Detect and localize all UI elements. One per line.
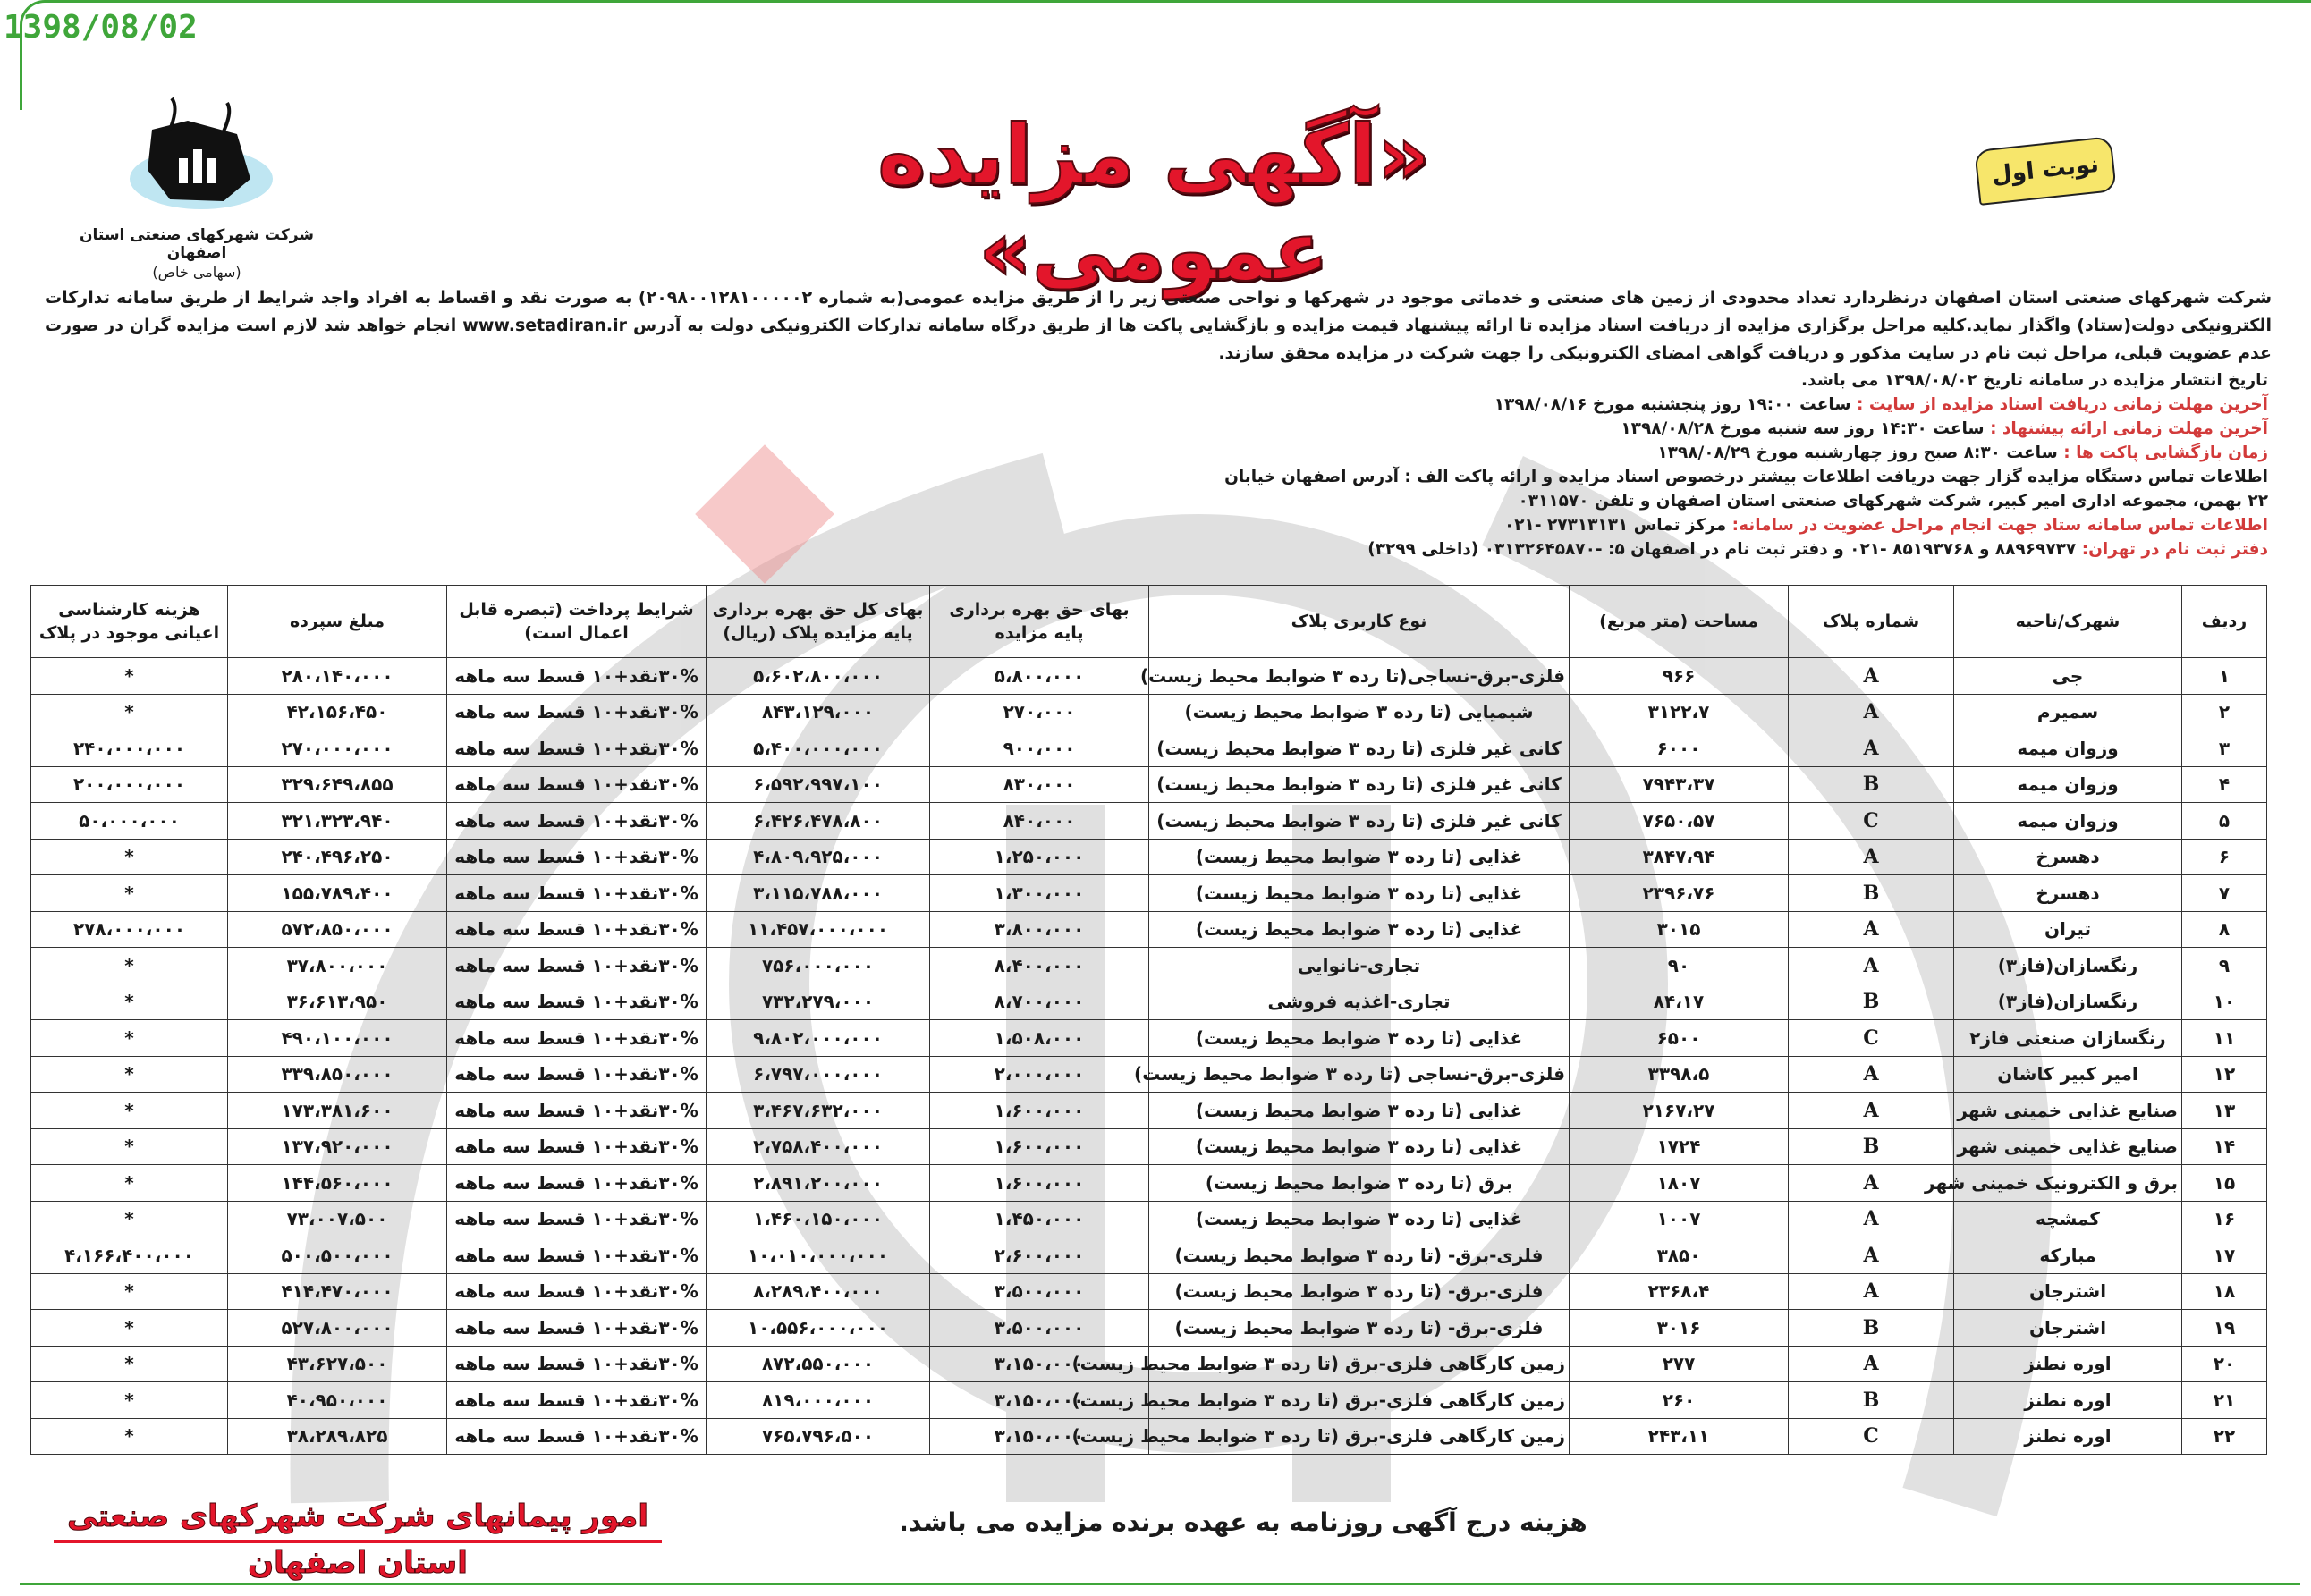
base-unit-price-cell: ۹۰۰،۰۰۰	[930, 730, 1149, 767]
area-cell: ۶۰۰۰	[1570, 730, 1789, 767]
area-cell: ۲۱۶۷،۲۷	[1570, 1093, 1789, 1129]
estate-name-cell: وزوان میمه	[1954, 803, 2182, 840]
usage-type-cell: غذایی (تا رده ۳ ضوابط محیط زیست)	[1149, 839, 1570, 875]
plate-number-cell: C	[1789, 1020, 1954, 1057]
estate-name-cell: امیر کبیر کاشان	[1954, 1056, 2182, 1093]
estate-name-cell: رنگسازان(فاز۳)	[1954, 984, 2182, 1020]
col-header: شهرک/ناحیه	[1954, 586, 2182, 658]
deposit-amount-cell: ۱۷۳،۳۸۱،۶۰۰	[228, 1093, 447, 1129]
appraisal-cost-cell: *	[31, 948, 228, 984]
area-cell: ۹۶۶	[1570, 658, 1789, 695]
usage-type-cell: فلزی-برق- (تا رده ۳ ضوابط محیط زیست)	[1149, 1273, 1570, 1310]
area-cell: ۳۳۹۸،۵	[1570, 1056, 1789, 1093]
row-number-cell: ۱۰	[2182, 984, 2267, 1020]
base-unit-price-cell: ۳،۱۵۰،۰۰۰	[930, 1418, 1149, 1455]
contact-line: اطلاعات تماس دستگاه مزایده گزار جهت دریافت اطلاعات بیشتر درخصوص اسناد مزایده و ارائه پاکت الف : آدرس اصفهان خیابان	[1224, 468, 2268, 486]
row-number-cell: ۱۷	[2182, 1237, 2267, 1274]
deadline-label: زمان بازگشایی پاکت ها :	[2063, 443, 2268, 462]
plate-number-cell: B	[1789, 1310, 1954, 1347]
deposit-amount-cell: ۴۳،۶۲۷،۵۰۰	[228, 1346, 447, 1382]
base-unit-price-cell: ۸۳۰،۰۰۰	[930, 766, 1149, 803]
row-number-cell: ۴	[2182, 766, 2267, 803]
base-unit-price-cell: ۱،۳۰۰،۰۰۰	[930, 875, 1149, 912]
usage-type-cell: کانی غیر فلزی (تا رده ۳ ضوابط محیط زیست)	[1149, 730, 1570, 767]
deadline-row	[1195, 441, 2268, 465]
total-base-price-cell: ۸۱۹،۰۰۰،۰۰۰	[707, 1382, 930, 1419]
payment-terms-cell: ۳۰%نقد+۱۰ قسط سه ماهه	[447, 1346, 707, 1382]
usage-type-cell: شیمیایی (تا رده ۳ ضوابط محیط زیست)	[1149, 694, 1570, 730]
usage-type-cell: کانی غیر فلزی (تا رده ۳ ضوابط محیط زیست)	[1149, 766, 1570, 803]
deposit-amount-cell: ۳۸،۲۸۹،۸۲۵	[228, 1418, 447, 1455]
table-row	[31, 1056, 2267, 1093]
col-header: مبلغ سپرده	[228, 586, 447, 658]
base-unit-price-cell: ۵،۸۰۰،۰۰۰	[930, 658, 1149, 695]
total-base-price-cell: ۲،۸۹۱،۲۰۰،۰۰۰	[707, 1165, 930, 1202]
estate-name-cell: دهسرخ	[1954, 839, 2182, 875]
row-number-cell: ۱۲	[2182, 1056, 2267, 1093]
usage-type-cell: فلزی-برق- (تا رده ۳ ضوابط محیط زیست)	[1149, 1237, 1570, 1274]
area-cell: ۳۱۲۲،۷	[1570, 694, 1789, 730]
usage-type-cell: غذایی (تا رده ۳ ضوابط محیط زیست)	[1149, 1020, 1570, 1057]
payment-terms-cell: ۳۰%نقد+۱۰ قسط سه ماهه	[447, 1201, 707, 1237]
contact-value: مرکز تماس ۲۷۳۱۳۱۳۱ -۰۲۱	[1503, 516, 1727, 535]
col-header: بهای حق بهره برداری پایه مزایده	[930, 586, 1149, 658]
base-unit-price-cell: ۱،۶۰۰،۰۰۰	[930, 1093, 1149, 1129]
col-header: ردیف	[2182, 586, 2267, 658]
table-row	[31, 1128, 2267, 1165]
bottom-frame-border	[20, 1583, 2300, 1585]
plate-number-cell: A	[1789, 839, 1954, 875]
plate-number-cell: B	[1789, 1128, 1954, 1165]
base-unit-price-cell: ۳،۵۰۰،۰۰۰	[930, 1273, 1149, 1310]
deposit-amount-cell: ۵۲۷،۸۰۰،۰۰۰	[228, 1310, 447, 1347]
deadline-label: آخرین مهلت زمانی ارائه پیشنهاد :	[1990, 419, 2268, 438]
table-row	[31, 911, 2267, 948]
appraisal-cost-cell: *	[31, 1201, 228, 1237]
row-number-cell: ۹	[2182, 948, 2267, 984]
plate-number-cell: A	[1789, 1201, 1954, 1237]
deposit-amount-cell: ۲۸۰،۱۴۰،۰۰۰	[228, 658, 447, 695]
table-row	[31, 1382, 2267, 1419]
area-cell: ۲۳۶۸،۴	[1570, 1273, 1789, 1310]
plate-number-cell: A	[1789, 1273, 1954, 1310]
setad-website-link[interactable]: www.setadiran.ir	[462, 316, 627, 335]
deposit-amount-cell: ۵۷۲،۸۵۰،۰۰۰	[228, 911, 447, 948]
total-base-price-cell: ۸۴۳،۱۲۹،۰۰۰	[707, 694, 930, 730]
plate-number-cell: A	[1789, 694, 1954, 730]
estate-name-cell: دهسرخ	[1954, 875, 2182, 912]
col-header: شرایط پرداخت (تبصره قابل اعمال است)	[447, 586, 707, 658]
total-base-price-cell: ۷۳۲،۲۷۹،۰۰۰	[707, 984, 930, 1020]
usage-type-cell: غذایی (تا رده ۳ ضوابط محیط زیست)	[1149, 1201, 1570, 1237]
total-base-price-cell: ۹،۸۰۲،۰۰۰،۰۰۰	[707, 1020, 930, 1057]
payment-terms-cell: ۳۰%نقد+۱۰ قسط سه ماهه	[447, 1310, 707, 1347]
plate-number-cell: C	[1789, 803, 1954, 840]
auction-table	[30, 585, 2267, 1455]
usage-type-cell: تجاری-اغذیه فروشی	[1149, 984, 1570, 1020]
payment-terms-cell: ۳۰%نقد+۱۰ قسط سه ماهه	[447, 1128, 707, 1165]
deadline-value: ساعت ۸:۳۰ صبح روز چهارشنبه مورخ ۱۳۹۸/۰۸/۲۹	[1657, 443, 2058, 462]
appraisal-cost-cell: *	[31, 1093, 228, 1129]
plate-number-cell: A	[1789, 911, 1954, 948]
intro-text-2: انجام خواهد شد لازم است مزایده گران در صورت عدم عضویت قبلی، مراحل ثبت نام در سایت مذکور و دریافت گواهی امضای الکترونیکی را جهت شرکت در مزایده محقق سازند.	[45, 316, 2272, 363]
appraisal-cost-cell: *	[31, 984, 228, 1020]
plate-number-cell: B	[1789, 984, 1954, 1020]
company-name: شرکت شهرکهای صنعتی استان اصفهان	[80, 226, 314, 262]
appraisal-cost-cell: ۲۴۰،۰۰۰،۰۰۰	[31, 730, 228, 767]
table-row	[31, 1020, 2267, 1057]
payment-terms-cell: ۳۰%نقد+۱۰ قسط سه ماهه	[447, 803, 707, 840]
deposit-amount-cell: ۳۲۱،۳۲۳،۹۴۰	[228, 803, 447, 840]
plate-number-cell: C	[1789, 1418, 1954, 1455]
publish-date: تاریخ انتشار مزایده در سامانه تاریخ ۱۳۹۸/۰۸/۰۲ می باشد.	[1801, 371, 2268, 390]
col-header: شماره پلاک	[1789, 586, 1954, 658]
appraisal-cost-cell: *	[31, 1382, 228, 1419]
estate-name-cell: برق و الکترونیک خمینی شهر	[1954, 1165, 2182, 1202]
base-unit-price-cell: ۱،۴۵۰،۰۰۰	[930, 1201, 1149, 1237]
contact-label: اطلاعات تماس سامانه ستاد جهت انجام مراحل عضویت در سامانه:	[1731, 516, 2268, 535]
total-base-price-cell: ۱۰،۵۵۶،۰۰۰،۰۰۰	[707, 1310, 930, 1347]
deposit-amount-cell: ۱۳۷،۹۲۰،۰۰۰	[228, 1128, 447, 1165]
appraisal-cost-cell: ۵۰،۰۰۰،۰۰۰	[31, 803, 228, 840]
usage-type-cell: غذایی (تا رده ۳ ضوابط محیط زیست)	[1149, 911, 1570, 948]
appraisal-cost-cell: *	[31, 658, 228, 695]
usage-type-cell: فلزی-برق-نساجی(تا رده ۳ ضوابط محیط زیست)	[1149, 658, 1570, 695]
company-type: (سهامی خاص)	[152, 264, 241, 281]
row-number-cell: ۱۱	[2182, 1020, 2267, 1057]
base-unit-price-cell: ۲،۰۰۰،۰۰۰	[930, 1056, 1149, 1093]
total-base-price-cell: ۳،۱۱۵،۷۸۸،۰۰۰	[707, 875, 930, 912]
plate-number-cell: B	[1789, 766, 1954, 803]
row-number-cell: ۳	[2182, 730, 2267, 767]
usage-type-cell: زمین کارگاهی فلزی-برق (تا رده ۳ ضوابط محیط زیست)	[1149, 1346, 1570, 1382]
appraisal-cost-cell: ۲۷۸،۰۰۰،۰۰۰	[31, 911, 228, 948]
plate-number-cell: A	[1789, 1056, 1954, 1093]
base-unit-price-cell: ۳،۸۰۰،۰۰۰	[930, 911, 1149, 948]
total-base-price-cell: ۸۷۲،۵۵۰،۰۰۰	[707, 1346, 930, 1382]
usage-type-cell: زمین کارگاهی فلزی-برق (تا رده ۳ ضوابط محیط زیست)	[1149, 1382, 1570, 1419]
contact-line: ۲۲ بهمن، مجموعه اداری امیر کبیر، شرکت شهرکهای صنعتی استان اصفهان و تلفن ۰۳۱۱۵۷۰	[1518, 492, 2268, 511]
base-unit-price-cell: ۱،۶۰۰،۰۰۰	[930, 1128, 1149, 1165]
row-number-cell: ۱۵	[2182, 1165, 2267, 1202]
total-base-price-cell: ۷۶۵،۷۹۶،۵۰۰	[707, 1418, 930, 1455]
payment-terms-cell: ۳۰%نقد+۱۰ قسط سه ماهه	[447, 948, 707, 984]
table-row	[31, 1346, 2267, 1382]
area-cell: ۷۹۴۳،۳۷	[1570, 766, 1789, 803]
table-row	[31, 766, 2267, 803]
plate-number-cell: B	[1789, 1382, 1954, 1419]
usage-type-cell: کانی غیر فلزی (تا رده ۳ ضوابط محیط زیست)	[1149, 803, 1570, 840]
plate-number-cell: A	[1789, 730, 1954, 767]
area-cell: ۱۰۰۷	[1570, 1201, 1789, 1237]
payment-terms-cell: ۳۰%نقد+۱۰ قسط سه ماهه	[447, 1382, 707, 1419]
contact-label: دفتر ثبت نام در تهران:	[2081, 540, 2268, 559]
appraisal-cost-cell: *	[31, 1056, 228, 1093]
deadline-row	[1195, 417, 2268, 441]
area-cell: ۱۷۲۴	[1570, 1128, 1789, 1165]
table-body	[31, 658, 2267, 1455]
base-unit-price-cell: ۳،۵۰۰،۰۰۰	[930, 1310, 1149, 1347]
deposit-amount-cell: ۱۴۴،۵۶۰،۰۰۰	[228, 1165, 447, 1202]
table-row	[31, 1418, 2267, 1455]
total-base-price-cell: ۷۵۶،۰۰۰،۰۰۰	[707, 948, 930, 984]
table-row	[31, 839, 2267, 875]
payment-terms-cell: ۳۰%نقد+۱۰ قسط سه ماهه	[447, 1273, 707, 1310]
base-unit-price-cell: ۱،۵۰۸،۰۰۰	[930, 1020, 1149, 1057]
payment-terms-cell: ۳۰%نقد+۱۰ قسط سه ماهه	[447, 1237, 707, 1274]
area-cell: ۶۵۰۰	[1570, 1020, 1789, 1057]
payment-terms-cell: ۳۰%نقد+۱۰ قسط سه ماهه	[447, 1165, 707, 1202]
info-block	[1195, 368, 2268, 562]
area-cell: ۱۸۰۷	[1570, 1165, 1789, 1202]
row-number-cell: ۶	[2182, 839, 2267, 875]
estate-name-cell: رنگسازان صنعتی فاز۲	[1954, 1020, 2182, 1057]
plate-number-cell: A	[1789, 948, 1954, 984]
area-cell: ۳۸۵۰	[1570, 1237, 1789, 1274]
company-logo	[63, 94, 331, 282]
row-number-cell: ۲۲	[2182, 1418, 2267, 1455]
estate-name-cell: کمشچه	[1954, 1201, 2182, 1237]
row-number-cell: ۵	[2182, 803, 2267, 840]
total-base-price-cell: ۳،۴۶۷،۶۳۲،۰۰۰	[707, 1093, 930, 1129]
deadline-value: ساعت ۱۹:۰۰ روز پنجشنبه مورخ ۱۳۹۸/۰۸/۱۶	[1494, 395, 1851, 414]
table-row	[31, 803, 2267, 840]
payment-terms-cell: ۳۰%نقد+۱۰ قسط سه ماهه	[447, 839, 707, 875]
table-row	[31, 1093, 2267, 1129]
plate-number-cell: A	[1789, 1237, 1954, 1274]
appraisal-cost-cell: *	[31, 1346, 228, 1382]
total-base-price-cell: ۶،۷۹۷،۰۰۰،۰۰۰	[707, 1056, 930, 1093]
estate-name-cell: صنایع غذایی خمینی شهر	[1954, 1128, 2182, 1165]
date-stamp: 1398/08/02	[4, 9, 198, 46]
payment-terms-cell: ۳۰%نقد+۱۰ قسط سه ماهه	[447, 1056, 707, 1093]
base-unit-price-cell: ۳،۱۵۰،۰۰۰	[930, 1382, 1149, 1419]
table-row	[31, 658, 2267, 695]
header-row	[31, 586, 2267, 658]
table-row	[31, 984, 2267, 1020]
page-title: «آگهی مزایده عمومی»	[876, 107, 1431, 299]
usage-type-cell: غذایی (تا رده ۳ ضوابط محیط زیست)	[1149, 1128, 1570, 1165]
deposit-amount-cell: ۲۷۰،۰۰۰،۰۰۰	[228, 730, 447, 767]
intro-text-1: شرکت شهرکهای صنعتی استان اصفهان درنظردارد تعداد محدودی از زمین های صنعتی و خدماتی موجود در شهرکها و نواحی صنعتی زیر را از طریق مزایده عمومی(به شماره ۲۰۹۸۰۰۱۲۸۱۰۰۰۰۰۲) به صورت نقد و اقساط به افراد واجد شرایط از طریق سامانه تدارکات الکترونیکی دولت(ستاد) واگذار نماید.کلیه مراحل برگزاری مزایده از دریافت اسناد مزایده تا ارائه پیشنهاد قیمت مزایده و بازگشایی پاکت ها از طریق درگاه سامانه تدارکات الکترونیکی دولت به آدرس	[45, 288, 2273, 335]
row-number-cell: ۷	[2182, 875, 2267, 912]
deposit-amount-cell: ۴۹۰،۱۰۰،۰۰۰	[228, 1020, 447, 1057]
estate-name-cell: اوره نطنز	[1954, 1346, 2182, 1382]
total-base-price-cell: ۸،۲۸۹،۴۰۰،۰۰۰	[707, 1273, 930, 1310]
plate-number-cell: A	[1789, 658, 1954, 695]
row-number-cell: ۲۱	[2182, 1382, 2267, 1419]
footer-note: هزینه درج آگهی روزنامه به عهده برنده مزایده می باشد.	[899, 1507, 1587, 1537]
row-number-cell: ۱۹	[2182, 1310, 2267, 1347]
table-row	[31, 875, 2267, 912]
deposit-amount-cell: ۳۳۹،۸۵۰،۰۰۰	[228, 1056, 447, 1093]
base-unit-price-cell: ۸،۴۰۰،۰۰۰	[930, 948, 1149, 984]
estate-name-cell: صنایع غذایی خمینی شهر	[1954, 1093, 2182, 1129]
usage-type-cell: غذایی (تا رده ۳ ضوابط محیط زیست)	[1149, 1093, 1570, 1129]
appraisal-cost-cell: *	[31, 1128, 228, 1165]
plate-number-cell: B	[1789, 875, 1954, 912]
row-number-cell: ۱	[2182, 658, 2267, 695]
deposit-amount-cell: ۷۳،۰۰۷،۵۰۰	[228, 1201, 447, 1237]
total-base-price-cell: ۴،۸۰۹،۹۲۵،۰۰۰	[707, 839, 930, 875]
row-number-cell: ۲	[2182, 694, 2267, 730]
base-unit-price-cell: ۸،۷۰۰،۰۰۰	[930, 984, 1149, 1020]
total-base-price-cell: ۶،۴۲۶،۴۷۸،۸۰۰	[707, 803, 930, 840]
deposit-amount-cell: ۳۶،۶۱۳،۹۵۰	[228, 984, 447, 1020]
table-row	[31, 1273, 2267, 1310]
payment-terms-cell: ۳۰%نقد+۱۰ قسط سه ماهه	[447, 1093, 707, 1129]
plate-number-cell: A	[1789, 1093, 1954, 1129]
table-row	[31, 730, 2267, 767]
total-base-price-cell: ۵،۴۰۰،۰۰۰،۰۰۰	[707, 730, 930, 767]
table-row	[31, 948, 2267, 984]
total-base-price-cell: ۱،۴۶۰،۱۵۰،۰۰۰	[707, 1201, 930, 1237]
appraisal-cost-cell: *	[31, 839, 228, 875]
estate-name-cell: اوره نطنز	[1954, 1382, 2182, 1419]
area-cell: ۲۷۷	[1570, 1346, 1789, 1382]
table-row	[31, 1237, 2267, 1274]
payment-terms-cell: ۳۰%نقد+۱۰ قسط سه ماهه	[447, 911, 707, 948]
estate-name-cell: مبارکه	[1954, 1237, 2182, 1274]
usage-type-cell: تجاری-نانوایی	[1149, 948, 1570, 984]
deadline-value: ساعت ۱۴:۳۰ روز سه شنبه مورخ ۱۳۹۸/۰۸/۲۸	[1621, 419, 1985, 438]
base-unit-price-cell: ۲،۶۰۰،۰۰۰	[930, 1237, 1149, 1274]
row-number-cell: ۱۴	[2182, 1128, 2267, 1165]
top-frame-border	[20, 0, 2311, 110]
row-number-cell: ۱۸	[2182, 1273, 2267, 1310]
deposit-amount-cell: ۳۲۹،۶۴۹،۸۵۵	[228, 766, 447, 803]
estate-name-cell: جی	[1954, 658, 2182, 695]
area-cell: ۹۰	[1570, 948, 1789, 984]
estate-name-cell: اشترجان	[1954, 1273, 2182, 1310]
col-header: نوع کاربری پلاک	[1149, 586, 1570, 658]
total-base-price-cell: ۱۱،۴۵۷،۰۰۰،۰۰۰	[707, 911, 930, 948]
estate-name-cell: اشترجان	[1954, 1310, 2182, 1347]
table-row	[31, 694, 2267, 730]
area-cell: ۲۳۹۶،۷۶	[1570, 875, 1789, 912]
estate-name-cell: تیران	[1954, 911, 2182, 948]
payment-terms-cell: ۳۰%نقد+۱۰ قسط سه ماهه	[447, 1020, 707, 1057]
intro-paragraph	[45, 284, 2272, 367]
table-row	[31, 1165, 2267, 1202]
area-cell: ۲۶۰	[1570, 1382, 1789, 1419]
usage-type-cell: غذایی (تا رده ۳ ضوابط محیط زیست)	[1149, 875, 1570, 912]
row-number-cell: ۱۳	[2182, 1093, 2267, 1129]
appraisal-cost-cell: ۴،۱۶۶،۴۰۰،۰۰۰	[31, 1237, 228, 1274]
appraisal-cost-cell: *	[31, 1418, 228, 1455]
base-unit-price-cell: ۱،۲۵۰،۰۰۰	[930, 839, 1149, 875]
industrial-estate-logo-icon	[116, 94, 277, 219]
base-unit-price-cell: ۱،۶۰۰،۰۰۰	[930, 1165, 1149, 1202]
area-cell: ۸۴،۱۷	[1570, 984, 1789, 1020]
appraisal-cost-cell: *	[31, 694, 228, 730]
estate-name-cell: رنگسازان(فاز۳)	[1954, 948, 2182, 984]
total-base-price-cell: ۵،۶۰۲،۸۰۰،۰۰۰	[707, 658, 930, 695]
row-number-cell: ۸	[2182, 911, 2267, 948]
estate-name-cell: وزوان میمه	[1954, 766, 2182, 803]
appraisal-cost-cell: ۲۰۰،۰۰۰،۰۰۰	[31, 766, 228, 803]
payment-terms-cell: ۳۰%نقد+۱۰ قسط سه ماهه	[447, 694, 707, 730]
office-signature: امور پیمانهای شرکت شهرکهای صنعتی استان اصفهان	[54, 1493, 662, 1543]
estate-name-cell: اوره نطنز	[1954, 1418, 2182, 1455]
usage-type-cell: فلزی-برق- (تا رده ۳ ضوابط محیط زیست)	[1149, 1310, 1570, 1347]
plate-number-cell: A	[1789, 1346, 1954, 1382]
deposit-amount-cell: ۵۰۰،۵۰۰،۰۰۰	[228, 1237, 447, 1274]
payment-terms-cell: ۳۰%نقد+۱۰ قسط سه ماهه	[447, 766, 707, 803]
row-number-cell: ۲۰	[2182, 1346, 2267, 1382]
estate-name-cell: وزوان میمه	[1954, 730, 2182, 767]
payment-terms-cell: ۳۰%نقد+۱۰ قسط سه ماهه	[447, 658, 707, 695]
appraisal-cost-cell: *	[31, 1165, 228, 1202]
base-unit-price-cell: ۳،۱۵۰،۰۰۰	[930, 1346, 1149, 1382]
base-unit-price-cell: ۸۴۰،۰۰۰	[930, 803, 1149, 840]
deposit-amount-cell: ۴۲،۱۵۶،۴۵۰	[228, 694, 447, 730]
area-cell: ۳۸۴۷،۹۴	[1570, 839, 1789, 875]
usage-type-cell: برق (تا رده ۳ ضوابط محیط زیست)	[1149, 1165, 1570, 1202]
usage-type-cell: زمین کارگاهی فلزی-برق (تا رده ۳ ضوابط محیط زیست)	[1149, 1418, 1570, 1455]
base-unit-price-cell: ۲۷۰،۰۰۰	[930, 694, 1149, 730]
contact-line	[1195, 537, 2268, 562]
plate-number-cell: A	[1789, 1165, 1954, 1202]
deposit-amount-cell: ۳۷،۸۰۰،۰۰۰	[228, 948, 447, 984]
table-row	[31, 1310, 2267, 1347]
payment-terms-cell: ۳۰%نقد+۱۰ قسط سه ماهه	[447, 1418, 707, 1455]
table-row	[31, 1201, 2267, 1237]
appraisal-cost-cell: *	[31, 875, 228, 912]
deposit-amount-cell: ۱۵۵،۷۸۹،۴۰۰	[228, 875, 447, 912]
deadline-label: آخرین مهلت زمانی دریافت اسناد مزایده از سایت :	[1857, 395, 2268, 414]
total-base-price-cell: ۱۰،۰۱۰،۰۰۰،۰۰۰	[707, 1237, 930, 1274]
col-header: مساحت (متر مربع)	[1570, 586, 1789, 658]
payment-terms-cell: ۳۰%نقد+۱۰ قسط سه ماهه	[447, 875, 707, 912]
deposit-amount-cell: ۴۰،۹۵۰،۰۰۰	[228, 1382, 447, 1419]
round-badge: نوبت اول	[1974, 136, 2117, 206]
payment-terms-cell: ۳۰%نقد+۱۰ قسط سه ماهه	[447, 984, 707, 1020]
appraisal-cost-cell: *	[31, 1310, 228, 1347]
usage-type-cell: فلزی-برق-نساجی (تا رده ۳ ضوابط محیط زیست)	[1149, 1056, 1570, 1093]
area-cell: ۷۶۵۰،۵۷	[1570, 803, 1789, 840]
deposit-amount-cell: ۲۴۰،۴۹۶،۲۵۰	[228, 839, 447, 875]
area-cell: ۳۰۱۶	[1570, 1310, 1789, 1347]
appraisal-cost-cell: *	[31, 1020, 228, 1057]
area-cell: ۳۰۱۵	[1570, 911, 1789, 948]
table-header	[31, 586, 2267, 658]
total-base-price-cell: ۶،۵۹۲،۹۹۷،۱۰۰	[707, 766, 930, 803]
area-cell: ۲۴۳،۱۱	[1570, 1418, 1789, 1455]
contact-line	[1195, 513, 2268, 537]
deadline-row	[1195, 393, 2268, 417]
row-number-cell: ۱۶	[2182, 1201, 2267, 1237]
total-base-price-cell: ۲،۷۵۸،۴۰۰،۰۰۰	[707, 1128, 930, 1165]
col-header: بهای کل حق بهره برداری پایه مزایده پلاک (ریال)	[707, 586, 930, 658]
col-header: هزینه کارشناسی اعیانی موجود در پلاک	[31, 586, 228, 658]
payment-terms-cell: ۳۰%نقد+۱۰ قسط سه ماهه	[447, 730, 707, 767]
deposit-amount-cell: ۴۱۴،۴۷۰،۰۰۰	[228, 1273, 447, 1310]
contact-value: ۸۸۹۶۹۷۳۷ و ۸۵۱۹۳۷۶۸ -۰۲۱ و دفتر ثبت نام در اصفهان ۵: -۰۳۱۳۲۶۴۵۸۷۰ (داخلی ۳۲۹۹)	[1367, 540, 2077, 559]
estate-name-cell: سمیرم	[1954, 694, 2182, 730]
appraisal-cost-cell: *	[31, 1273, 228, 1310]
